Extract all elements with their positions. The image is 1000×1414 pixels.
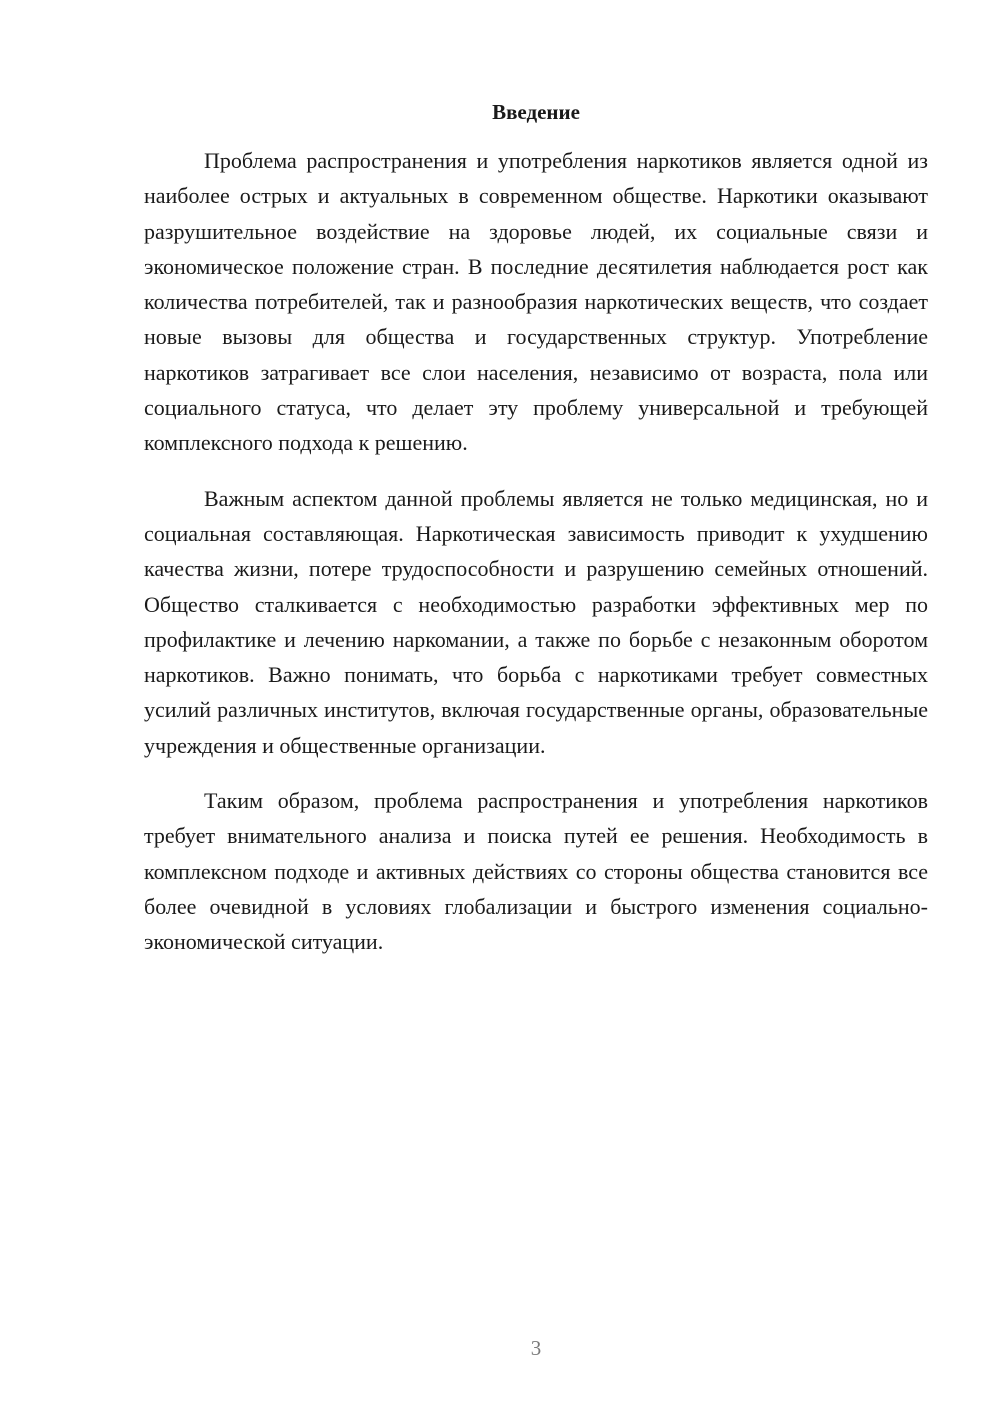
page-title: Введение (492, 100, 580, 124)
body-text (144, 143, 928, 980)
paragraph-2: Важным аспектом данной проблемы является не только медицинская, но и социальная составляющая. Наркотическая зависимость приводит к ухудшению качества жизни, потере трудоспособности и разрушению семейных отношений. Общество сталкивается с необходимостью разработки эффективных мер по профилактике и лечению наркомании, а также по борьбе с незаконным оборотом наркотиков. Важно понимать, что борьба с наркотиками требует совместных усилий различных институтов, включая государственные органы, образовательные учреждения и общественные организации. (144, 485, 928, 758)
paragraph-1: Проблема распространения и употребления наркотиков является одной из наиболее острых и актуальных в современном обществе. Наркотики оказывают разрушительное воздействие на здоровье людей, их социальные связи и экономическое положение стран. В последние десятилетия наблюдается рост как количества потребителей, так и разнообразия наркотических веществ, что создает новые вызовы для общества и государственных структур. Употребление наркотиков затрагивает все слои населения, независимо от возраста, пола или социального статуса, что делает эту проблему универсальной и требующей комплексного подхода к решению. (144, 148, 928, 456)
paragraph-3: Таким образом, проблема распространения и употребления наркотиков требует внимательного анализа и поиска путей ее решения. Необходимость в комплексном подходе и активных действиях со стороны общества становится все более очевидной в условиях глобализации и быстрого изменения социально-экономической ситуации. (144, 788, 928, 955)
page-number: 3 (530, 1336, 542, 1360)
